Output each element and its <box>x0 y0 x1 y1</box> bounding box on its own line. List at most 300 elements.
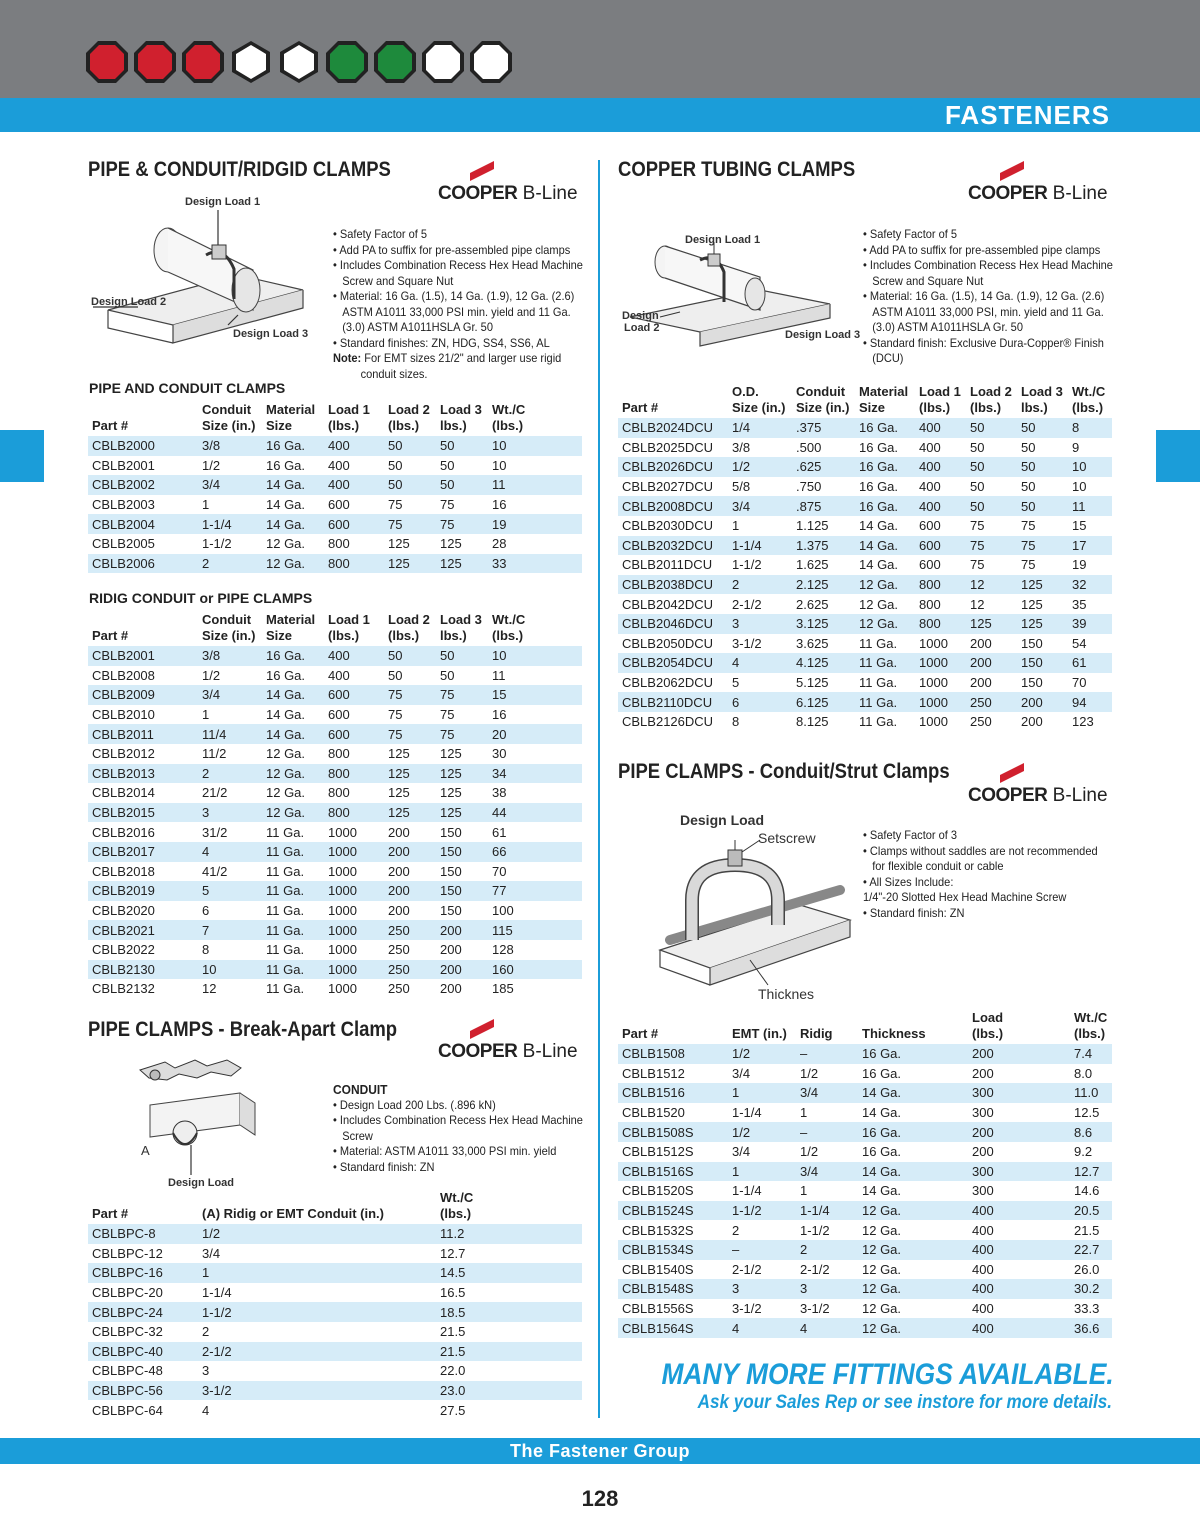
table-cell: 12 Ga. <box>266 536 306 552</box>
table-cell: 50 <box>1021 479 1036 495</box>
column-header-line: Size (in.) <box>202 628 256 643</box>
table-cell: 14 Ga. <box>862 1105 902 1121</box>
table-cell: 400 <box>915 496 966 516</box>
table-cell: 2 <box>198 764 262 784</box>
part-number-cell: CBLB1512 <box>622 1065 685 1081</box>
table-cell: 21/2 <box>202 785 228 801</box>
column-header-line: Load 2 <box>388 612 430 627</box>
table-row <box>88 475 582 495</box>
column-header-line: Load 1 <box>328 612 370 627</box>
table-cell: 12 Ga. <box>862 1222 902 1238</box>
table-cell: 4 <box>198 842 262 862</box>
part-number-cell: CBLB2004 <box>88 514 198 534</box>
table-cell: 1-1/4 <box>732 1105 762 1121</box>
column-header-line: Part # <box>92 628 129 643</box>
part-number-cell: CBLB2110DCU <box>618 692 728 712</box>
table-cell: 3 <box>728 614 792 634</box>
table-cell: 4.125 <box>792 653 855 673</box>
table-cell: 200 <box>972 1065 994 1081</box>
table-cell: 400 <box>328 667 350 683</box>
table-cell: 125 <box>388 536 410 552</box>
brand-logo-icon <box>133 40 177 84</box>
table-cell: 16 Ga. <box>855 496 915 516</box>
table-cell: 11 <box>492 667 506 683</box>
table-cell: 30 <box>492 746 507 762</box>
table-cell: – <box>796 1122 858 1142</box>
table-row <box>88 1244 582 1264</box>
table-cell: 600 <box>324 724 384 744</box>
table-cell: 800 <box>324 764 384 784</box>
part-number-cell: CBLB1508 <box>618 1044 728 1064</box>
table-cell: 6 <box>728 692 792 712</box>
column-header <box>198 612 262 646</box>
table-cell: 11 Ga. <box>262 920 324 940</box>
table-cell: 10 <box>1072 479 1087 495</box>
table-cell: 8.0 <box>1074 1065 1093 1081</box>
table-row <box>618 653 1112 673</box>
table-cell: 1000 <box>328 942 357 958</box>
column-header-line: lbs.) <box>1021 400 1048 415</box>
brand-logo-icon <box>325 40 369 84</box>
table-cell: 5 <box>198 881 262 901</box>
table-cell: 8 <box>202 942 210 958</box>
table-row <box>88 1322 582 1342</box>
table-cell: 12 Ga. <box>858 1240 968 1260</box>
design-load-2-label-b: Load 2 <box>624 322 660 334</box>
table-cell: 12.7 <box>1070 1162 1112 1182</box>
table-cell: 125 <box>1017 614 1068 634</box>
table-cell: 4 <box>796 1318 858 1338</box>
part-number-cell: CBLB2021 <box>88 920 198 940</box>
table-cell: 1 <box>800 1105 808 1121</box>
table-cell: 14 Ga. <box>262 475 324 495</box>
table-cell: 400 <box>968 1240 1070 1260</box>
table-cell: 8 <box>732 714 740 730</box>
table-cell: 34 <box>488 764 582 784</box>
table-row <box>88 666 582 686</box>
table-row <box>618 634 1112 654</box>
table-cell: 1000 <box>324 960 384 980</box>
table-cell: 70 <box>1072 675 1087 691</box>
promo-headline: MANY MORE FITTINGS AVAILABLE. <box>661 1358 1114 1391</box>
part-number-cell: CBLB1512S <box>622 1144 694 1160</box>
design-load-2-label: Design Load 2 <box>91 296 167 308</box>
table-cell: 125 <box>384 803 436 823</box>
table-cell: 6.125 <box>792 692 855 712</box>
table-cell: 1 <box>732 518 740 534</box>
table-cell: 11 Ga. <box>859 635 898 651</box>
table-cell: .875 <box>792 496 855 516</box>
table-cell: 200 <box>970 635 992 651</box>
table-cell: 8 <box>1068 418 1112 438</box>
table-row <box>88 1381 582 1401</box>
column-header-line <box>622 384 728 400</box>
table-header-row <box>618 384 1112 418</box>
part-number-cell: CBLB2016 <box>92 824 155 840</box>
part-number-cell: CBLB1516 <box>618 1083 728 1103</box>
table-row <box>618 1220 1112 1240</box>
table-cell: 11 Ga. <box>266 942 305 958</box>
promo-subline: Ask your Sales Rep or see instore for more details. <box>697 1392 1112 1413</box>
part-number-cell: CBLBPC-24 <box>88 1302 198 1322</box>
table-row <box>88 940 582 960</box>
design-load-3-label: Design Load 3 <box>785 329 861 341</box>
column-header-line <box>800 1010 858 1026</box>
table-cell: 16 Ga. <box>862 1144 902 1160</box>
part-number-cell: CBLB2019 <box>88 881 198 901</box>
table-cell: 3/4 <box>732 1065 751 1081</box>
table-cell: 200 <box>384 842 436 862</box>
table-cell: 1000 <box>328 824 357 840</box>
table-cell: 1000 <box>919 635 948 651</box>
column-header <box>488 402 582 436</box>
page-number: 128 <box>581 1486 619 1511</box>
table-cell: 16 Ga. <box>262 436 324 456</box>
table-cell: 4 <box>728 1318 796 1338</box>
column-header-line: (lbs.) <box>919 400 951 415</box>
table-cell: 400 <box>972 1222 994 1238</box>
table-cell: 20.5 <box>1070 1201 1112 1221</box>
table-cell: 200 <box>972 1144 994 1160</box>
note-line: • Material: 16 Ga. (1.5), 14 Ga. (1.9), 12 Ga. (2.6) <box>863 289 1105 303</box>
table-cell: 11 <box>1068 496 1112 516</box>
table-cell: 17 <box>1068 536 1112 556</box>
table-cell: 41/2 <box>202 863 228 879</box>
column-header-line: Size <box>266 628 293 643</box>
table-cell: 12 Ga. <box>855 614 915 634</box>
table-cell: 19 <box>488 514 582 534</box>
design-load-2-label-a: Design <box>622 310 659 322</box>
table-cell: 50 <box>1017 496 1068 516</box>
left-side-tab <box>0 430 44 482</box>
table-cell: 3/8 <box>732 439 751 455</box>
table-row <box>88 1263 582 1283</box>
table-cell: 3/4 <box>198 475 262 495</box>
table-row <box>88 685 582 705</box>
table-cell: 400 <box>968 1318 1070 1338</box>
note-line: • Safety Factor of 5 <box>333 227 428 241</box>
table-cell: 1-1/2 <box>732 557 762 573</box>
table-header-row <box>618 1010 1112 1044</box>
promo-banner <box>600 1358 1112 1414</box>
note-line: ASTM A1011 33,000 PSI min. yield and 11 Ga. <box>342 304 571 319</box>
table-cell: 800 <box>324 803 384 823</box>
table-row <box>88 554 582 574</box>
table-cell: 50 <box>436 475 488 495</box>
note-line: ASTM A1011 33,000 PSI, min. yield and 11 Ga. <box>872 304 1104 319</box>
table-cell: 54 <box>1072 635 1087 651</box>
table-cell: 400 <box>968 1201 1070 1221</box>
column-header-line: Conduit <box>202 612 252 627</box>
column-header-line <box>202 1190 436 1206</box>
table-cell: 16 Ga. <box>266 457 306 473</box>
table-cell: 400 <box>328 457 350 473</box>
part-number-cell: CBLB1516S <box>618 1162 728 1182</box>
table-cell: 23.0 <box>436 1381 582 1401</box>
table-cell: 200 <box>968 1122 1070 1142</box>
table-row <box>88 764 582 784</box>
part-number-cell: CBLB2011 <box>88 724 198 744</box>
table-cell: 600 <box>328 707 350 723</box>
column-header <box>728 384 792 418</box>
table-cell: 1/2 <box>202 457 221 473</box>
table-cell: 150 <box>440 903 462 919</box>
table-row <box>618 1299 1112 1319</box>
table-row <box>618 1064 1112 1084</box>
table-cell: 200 <box>436 920 488 940</box>
table-cell: 1-1/4 <box>796 1201 858 1221</box>
table-cell: 75 <box>384 514 436 534</box>
note-line: • Design Load 200 Lbs. (.896 kN) <box>333 1097 496 1112</box>
part-number-cell: CBLB2132 <box>92 981 155 997</box>
table-cell: 400 <box>324 475 384 495</box>
column-header-line: Material <box>266 402 316 417</box>
table-row <box>88 1224 582 1244</box>
table-cell: 39 <box>1068 614 1112 634</box>
column-header <box>728 1010 796 1044</box>
copper-tubing-title: COPPER TUBING CLAMPS <box>618 158 856 181</box>
note-line: (3.0) ASTM A1011HSLA Gr. 50 <box>342 320 493 334</box>
table-cell: 250 <box>970 714 992 730</box>
table-cell: 30.2 <box>1070 1279 1112 1299</box>
column-header <box>384 402 436 436</box>
table-row <box>88 1400 582 1420</box>
table-cell: 1/2 <box>728 1044 796 1064</box>
note-line: for flexible conduit or cable <box>872 859 1004 873</box>
note-line: conduit sizes. <box>360 366 428 381</box>
table-cell: 100 <box>492 903 514 919</box>
table-row <box>88 534 582 554</box>
copper-tubing-clamps-table <box>618 384 1112 732</box>
table-cell: 11/2 <box>202 746 227 762</box>
table-cell: 50 <box>388 667 403 683</box>
column-header-line: Load 1 <box>919 384 961 399</box>
table-cell: 1/2 <box>202 667 221 683</box>
table-row <box>618 1240 1112 1260</box>
note-line: • Standard finish: ZN <box>863 905 965 920</box>
table-cell: 1/4 <box>728 418 792 438</box>
table-row <box>88 803 582 823</box>
table-cell: 2 <box>732 1222 740 1238</box>
table-cell: 11 Ga. <box>266 863 305 879</box>
table-cell: 75 <box>436 685 488 705</box>
part-number-cell: CBLBPC-12 <box>92 1245 163 1261</box>
table-cell: 14 Ga. <box>859 518 899 534</box>
column-header <box>488 612 582 646</box>
column-header-line: Load 2 <box>970 384 1012 399</box>
table-cell: 1000 <box>328 903 357 919</box>
table-cell: 16 <box>492 707 507 723</box>
column-header-line <box>92 402 198 418</box>
company-name: The Fastener Group <box>509 1441 691 1461</box>
table-cell: 125 <box>440 536 462 552</box>
table-row <box>88 783 582 803</box>
table-cell: 50 <box>384 646 436 666</box>
table-cell: 11.0 <box>1070 1083 1112 1103</box>
cooper-bline-logo: COOPER B-Line <box>438 1041 578 1063</box>
table-cell: 1000 <box>324 842 384 862</box>
table-row <box>88 744 582 764</box>
table-cell: 2 <box>728 575 792 595</box>
part-number-cell: CBLB2038DCU <box>618 575 728 595</box>
part-number-cell: CBLB2042DCU <box>622 596 714 612</box>
setscrew-label: Setscrew <box>758 830 816 846</box>
table-cell: 3 <box>796 1279 858 1299</box>
table-cell: 75 <box>384 724 436 744</box>
table-cell: 2-1/2 <box>198 1342 436 1362</box>
table-cell: 200 <box>968 1044 1070 1064</box>
table-row <box>88 881 582 901</box>
table-cell: 400 <box>915 457 966 477</box>
table-cell: 185 <box>492 981 514 997</box>
table-cell: 50 <box>966 418 1017 438</box>
table-row <box>618 1279 1112 1299</box>
brand-logo-icon <box>277 40 321 84</box>
table-cell: 1/2 <box>800 1065 819 1081</box>
table-cell: 1 <box>728 1083 796 1103</box>
column-header <box>792 384 855 418</box>
part-number-cell: CBLB2032DCU <box>618 536 728 556</box>
table-cell: 5 <box>732 675 740 691</box>
table-row <box>618 1260 1112 1280</box>
column-header-line: Material <box>859 384 909 399</box>
table-cell: 50 <box>970 479 985 495</box>
table-cell: 1.625 <box>796 557 829 573</box>
table-cell: 12 <box>970 596 985 612</box>
table-cell: 600 <box>324 685 384 705</box>
table-row <box>88 705 582 725</box>
column-header-line: Load 3 <box>440 402 482 417</box>
part-number-cell: CBLB2002 <box>88 475 198 495</box>
table-cell: 21.5 <box>1074 1222 1100 1238</box>
table-cell: 15 <box>488 685 582 705</box>
table-cell: 125 <box>436 803 488 823</box>
column-header-line: Conduit <box>202 402 252 417</box>
table-cell: 7.4 <box>1070 1044 1112 1064</box>
column-header-line: Part # <box>622 400 659 415</box>
part-number-cell: CBLB2013 <box>88 764 198 784</box>
column-header <box>88 402 198 436</box>
part-number-cell: CBLB2050DCU <box>622 635 714 651</box>
part-number-cell: CBLB2001 <box>92 457 155 473</box>
column-header <box>796 1010 858 1044</box>
part-number-cell: CBLB1548S <box>618 1279 728 1299</box>
brand-logo-icon <box>181 40 225 84</box>
table-cell: 12 Ga. <box>858 1318 968 1338</box>
part-number-cell: CBLBPC-64 <box>92 1402 163 1418</box>
table-cell: 12 Ga. <box>262 764 324 784</box>
column-header <box>88 1190 198 1224</box>
table-cell: 1/2 <box>198 1224 436 1244</box>
ridig-conduit-clamps-table <box>88 612 582 999</box>
table-cell: 1.125 <box>796 518 829 534</box>
table-cell: 50 <box>966 496 1017 516</box>
part-number-cell: CBLB1524S <box>618 1201 728 1221</box>
column-header-line: Wt./C <box>492 612 526 627</box>
break-apart-clamps-table <box>88 1190 582 1420</box>
column-header-line <box>92 1190 198 1206</box>
table-cell: 125 <box>384 554 436 574</box>
table-cell: 250 <box>384 960 436 980</box>
table-cell: .500 <box>796 439 822 455</box>
column-header <box>1017 384 1068 418</box>
copper-clamp-diagram <box>620 232 860 347</box>
pipe-clamp-diagram <box>88 195 328 345</box>
table-cell: 150 <box>1017 653 1068 673</box>
table-cell: 11 Ga. <box>859 714 898 730</box>
table-row <box>618 1142 1112 1162</box>
column-header-line: lbs.) <box>440 628 467 643</box>
table-cell: 36.6 <box>1070 1318 1112 1338</box>
part-number-cell: CBLB2012 <box>92 746 155 762</box>
table-cell: 1-1/4 <box>198 514 262 534</box>
column-header <box>324 402 384 436</box>
table-cell: 125 <box>440 785 462 801</box>
brand-logo-icon <box>373 40 417 84</box>
table-cell: 600 <box>919 557 941 573</box>
table-cell: 3-1/2 <box>800 1301 830 1317</box>
table-row <box>88 1283 582 1303</box>
brand-logo-icon <box>85 40 129 84</box>
table-cell: 11/4 <box>198 724 262 744</box>
table-cell: 75 <box>1021 518 1036 534</box>
table-row <box>88 920 582 940</box>
column-header <box>1068 384 1112 418</box>
table-cell: 70 <box>492 863 507 879</box>
table-cell: 250 <box>388 942 410 958</box>
table-cell: .625 <box>792 457 855 477</box>
table-cell: 200 <box>966 653 1017 673</box>
cooper-swoosh-icon <box>466 161 494 181</box>
table-cell: 11 Ga. <box>266 903 305 919</box>
table-cell: 19 <box>1072 557 1087 573</box>
column-header <box>436 402 488 436</box>
column-header-line <box>732 1010 796 1026</box>
table-row <box>618 516 1112 536</box>
table-cell: 200 <box>440 942 462 958</box>
table-cell: 800 <box>328 536 350 552</box>
column-header <box>198 402 262 436</box>
part-number-cell: CBLB2027DCU <box>622 479 714 495</box>
note-line: • Material: 16 Ga. (1.5), 14 Ga. (1.9), 12 Ga. (2.6) <box>333 289 575 303</box>
table-cell: 125 <box>1017 575 1068 595</box>
table-cell: 12 Ga. <box>266 746 306 762</box>
table-cell: 125 <box>966 614 1017 634</box>
table-cell: 1 <box>198 1263 436 1283</box>
table-cell: 8.6 <box>1070 1122 1112 1142</box>
table-cell: 200 <box>388 903 410 919</box>
table-cell: 50 <box>440 667 455 683</box>
table-cell: 38 <box>492 785 507 801</box>
dimension-a-label: A <box>141 1143 150 1158</box>
table-cell: 3/8 <box>198 646 262 666</box>
break-apart-diagram <box>135 1055 295 1190</box>
table-cell: 50 <box>388 457 403 473</box>
column-header <box>262 612 324 646</box>
table-cell: 3/4 <box>732 1144 751 1160</box>
table-cell: 8.125 <box>796 714 829 730</box>
table-cell: 2 <box>202 1324 210 1340</box>
table-cell: 125 <box>388 746 410 762</box>
table-cell: 75 <box>440 497 455 513</box>
table-cell: 12 Ga. <box>862 1301 902 1317</box>
table-cell: 9.2 <box>1074 1144 1093 1160</box>
table-cell: 12 <box>202 981 217 997</box>
table-cell: 150 <box>436 881 488 901</box>
column-header-line: Part # <box>92 418 129 433</box>
column-header-line: Size (in.) <box>732 400 786 415</box>
table-cell: 14 Ga. <box>862 1183 902 1199</box>
